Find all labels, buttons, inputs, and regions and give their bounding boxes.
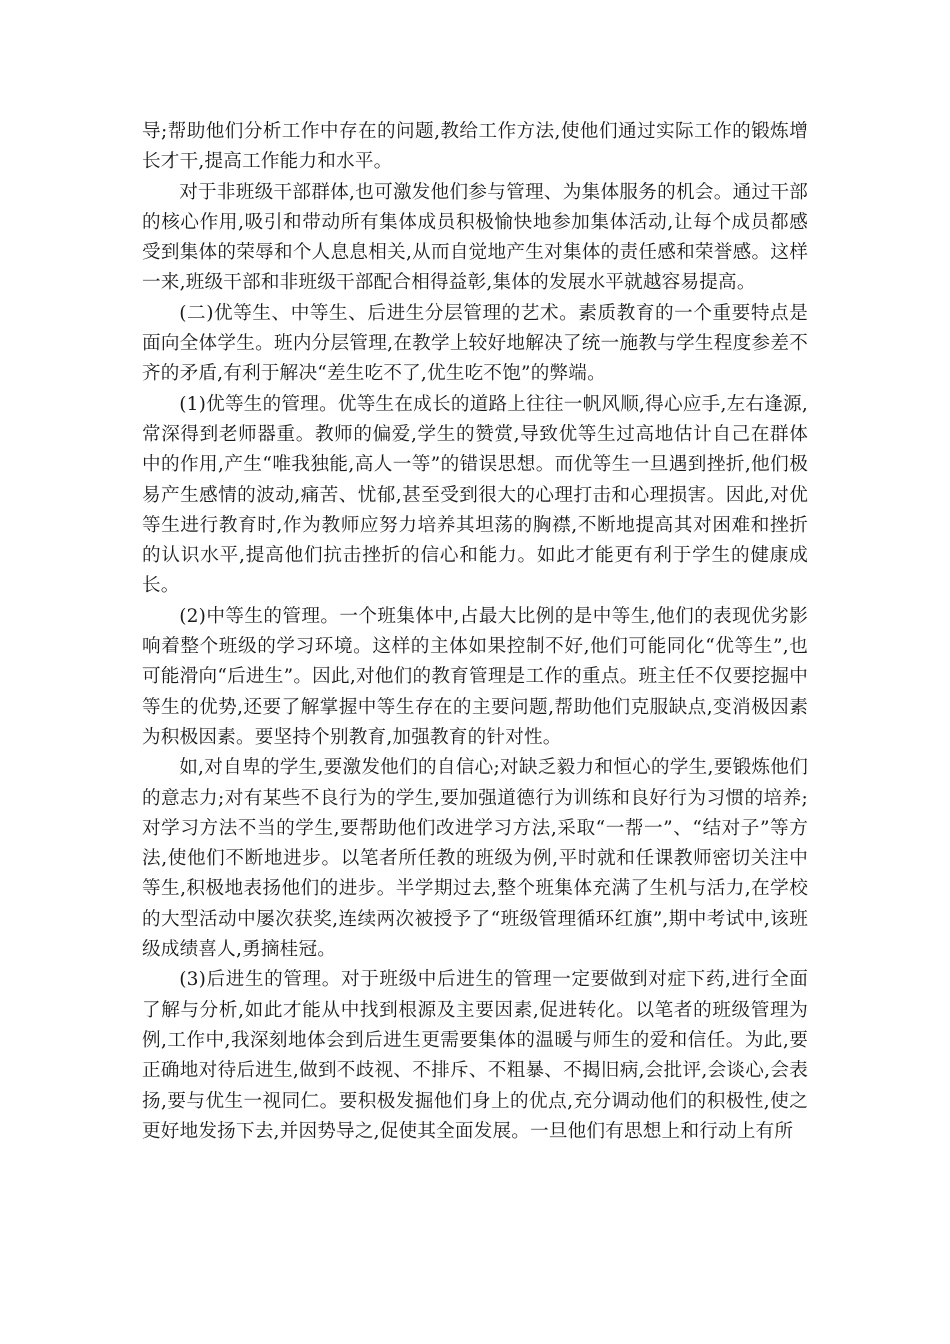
paragraph-non-cadre-students: 对于非班级干部群体,也可激发他们参与管理、为集体服务的机会。通过干部的核心作用,吸引和带动所有集体成员积极愉快地参加集体活动,让每个成员都感受到集体的荣辱和个人息息相关,从而自觉地产生对集体的责任感和荣誉感。这样一来,班级干部和非班级干部配合相得益彰,集体的发展水平就越容易提高。 bbox=[142, 181, 808, 294]
paragraph-examples: 如,对自卑的学生,要激发他们的自信心;对缺乏毅力和恒心的学生,要锻炼他们的意志力;对有某些不良行为的学生,要加强道德行为训练和良好行为习惯的培养;对学习方法不当的学生,要帮助他们改进学习方法,采取“一帮一”、“结对子”等方法,使他们不断地进步。以笔者所任教的班级为例,平时就和任课教师密切关注中等生,积极地表扬他们的进步。半学期过去,整个班集体充满了生机与活力,在学校的大型活动中屡次获奖,连续两次被授予了“班级管理循环红旗”,期中考试中,该班级成绩喜人,勇摘桂冠。 bbox=[142, 757, 808, 961]
document-body bbox=[142, 117, 808, 1147]
paragraph-continued: 导;帮助他们分析工作中存在的问题,教给工作方法,使他们通过实际工作的锻炼增长才干,提高工作能力和水平。 bbox=[142, 121, 808, 173]
paragraph-middle-students: (2)中等生的管理。一个班集体中,占最大比例的是中等生,他们的表现优劣影响着整个班级的学习环境。这样的主体如果控制不好,他们可能同化“优等生”,也可能滑向“后进生”。因此,对他们的教育管理是工作的重点。班主任不仅要挖掘中等生的优势,还要了解掌握中等生存在的主要问题,帮助他们克服缺点,变消极因素为积极因素。要坚持个别教育,加强教育的针对性。 bbox=[142, 605, 808, 748]
paragraph-struggling-students: (3)后进生的管理。对于班级中后进生的管理一定要做到对症下药,进行全面了解与分析,如此才能从中找到根源及主要因素,促进转化。以笔者的班级管理为例,工作中,我深刻地体会到后进生更需要集体的温暖与师生的爱和信任。为此,要正确地对待后进生,做到不歧视、不排斥、不粗暴、不揭旧病,会批评,会谈心,会表扬,要与优生一视同仁。要积极发掘他们身上的优点,充分调动他们的积极性,使之更好地发扬下去,并因势导之,促使其全面发展。一旦他们有思想上和行动上有所 bbox=[142, 969, 808, 1142]
paragraph-top-students: (1)优等生的管理。优等生在成长的道路上往往一帆风顺,得心应手,左右逢源,常深得到老师器重。教师的偏爱,学生的赞赏,导致优等生过高地估计自己在群体中的作用,产生“唯我独能,高人一等”的错误思想。而优等生一旦遇到挫折,他们极易产生感情的波动,痛苦、忧郁,甚至受到很大的心理打击和心理损害。因此,对优等生进行教育时,作为教师应努力培养其坦荡的胸襟,不断地提高其对困难和挫折的认识水平,提高他们抗击挫折的信心和能力。如此才能更有利于学生的健康成长。 bbox=[142, 393, 808, 597]
paragraph-layered-management: (二)优等生、中等生、后进生分层管理的艺术。素质教育的一个重要特点是面向全体学生。班内分层管理,在教学上较好地解决了统一施教与学生程度参差不齐的矛盾,有利于解决“差生吃不了,优生吃不饱”的弊端。 bbox=[142, 302, 808, 385]
